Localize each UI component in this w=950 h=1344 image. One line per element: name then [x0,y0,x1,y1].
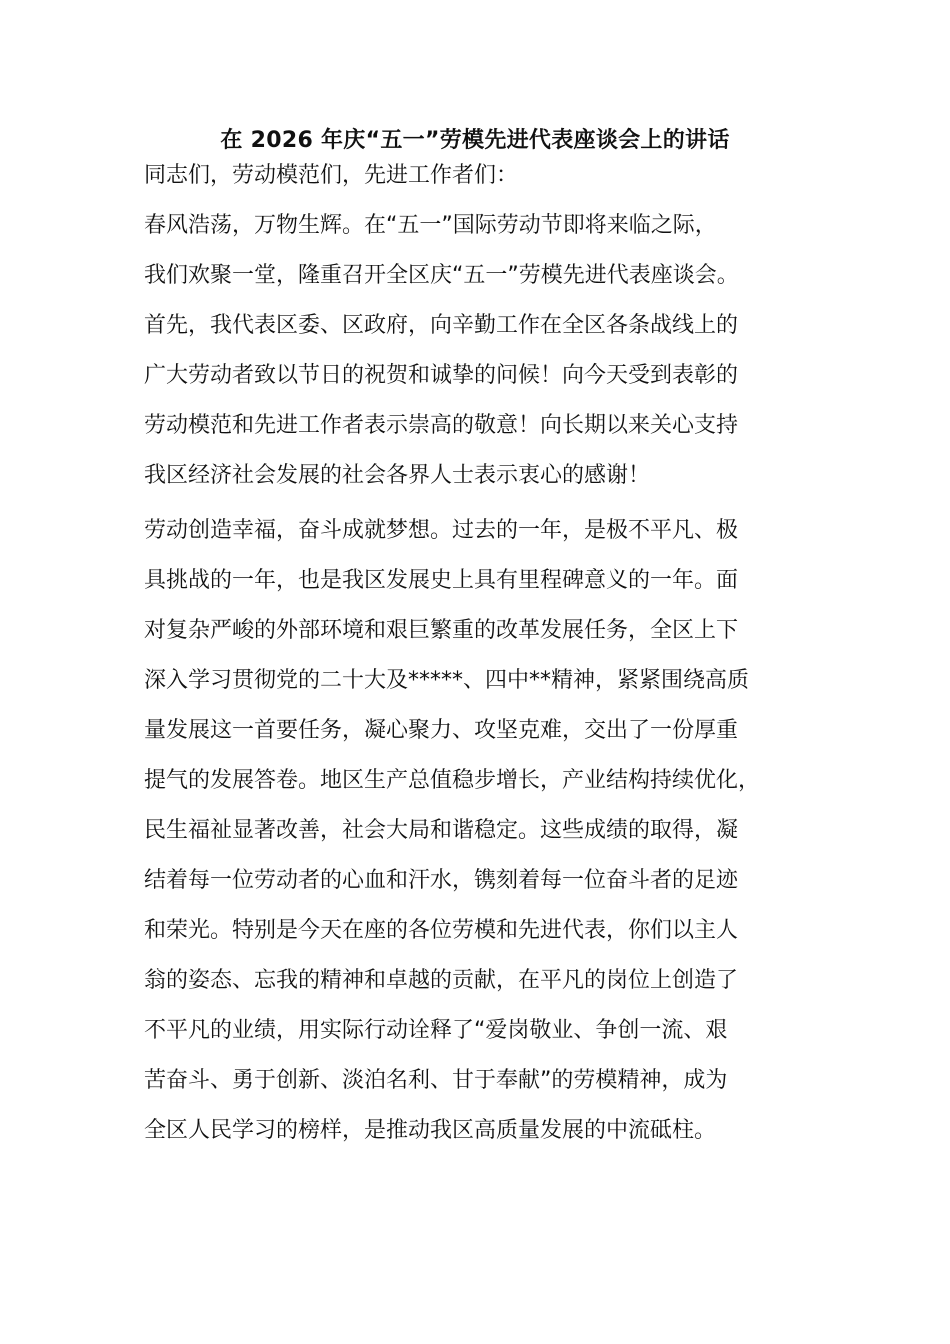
text-line: 首先，我代表区委、区政府，向辛勤工作在全区各条战线上的 [144,313,739,338]
greeting-line: 同志们，劳动模范们，先进工作者们： [144,163,519,188]
speech-title: 在 2026 年庆“五一”劳模先进代表座谈会上的讲话 [220,128,730,153]
text-line: 春风浩荡，万物生辉。在“五一”国际劳动节即将来临之际， [144,213,717,238]
text-line: 深入学习贯彻党的二十大及*****、四中**精神，紧紧围绕高质 [144,668,750,693]
text-line: 结着每一位劳动者的心血和汗水，镌刻着每一位奋斗者的足迹 [144,868,739,893]
paragraph-achievements [144,506,808,1156]
text-line: 劳动创造幸福，奋斗成就梦想。过去的一年，是极不平凡、极 [144,518,739,543]
text-line: 广大劳动者致以节日的祝贺和诚挚的问候！向今天受到表彰的 [144,363,739,388]
paragraph-opening [144,201,808,501]
text-line: 翁的姿态、忘我的精神和卓越的贡献，在平凡的岗位上创造了 [144,968,739,993]
text-line: 和荣光。特别是今天在座的各位劳模和先进代表，你们以主人 [144,918,739,943]
speech-body [144,151,808,1156]
text-line: 民生福祉显著改善，社会大局和谐稳定。这些成绩的取得，凝 [144,818,739,843]
text-line: 具挑战的一年，也是我区发展史上具有里程碑意义的一年。面 [144,568,739,593]
text-line: 苦奋斗、勇于创新、淡泊名利、甘于奉献”的劳模精神，成为 [144,1068,728,1093]
text-line: 我区经济社会发展的社会各界人士表示衷心的感谢！ [144,463,651,488]
text-line: 全区人民学习的榜样，是推动我区高质量发展的中流砥柱。 [144,1118,717,1143]
text-line: 对复杂严峻的外部环境和艰巨繁重的改革发展任务，全区上下 [144,618,739,643]
text-line: 不平凡的业绩，用实际行动诠释了“爱岗敬业、争创一流、艰 [144,1018,728,1043]
text-line: 我们欢聚一堂，隆重召开全区庆“五一”劳模先进代表座谈会。 [144,263,739,288]
text-line: 量发展这一首要任务，凝心聚力、攻坚克难，交出了一份厚重 [144,718,739,743]
text-line: 劳动模范和先进工作者表示崇高的敬意！向长期以来关心支持 [144,413,739,438]
text-line: 提气的发展答卷。地区生产总值稳步增长，产业结构持续优化， [144,768,761,793]
